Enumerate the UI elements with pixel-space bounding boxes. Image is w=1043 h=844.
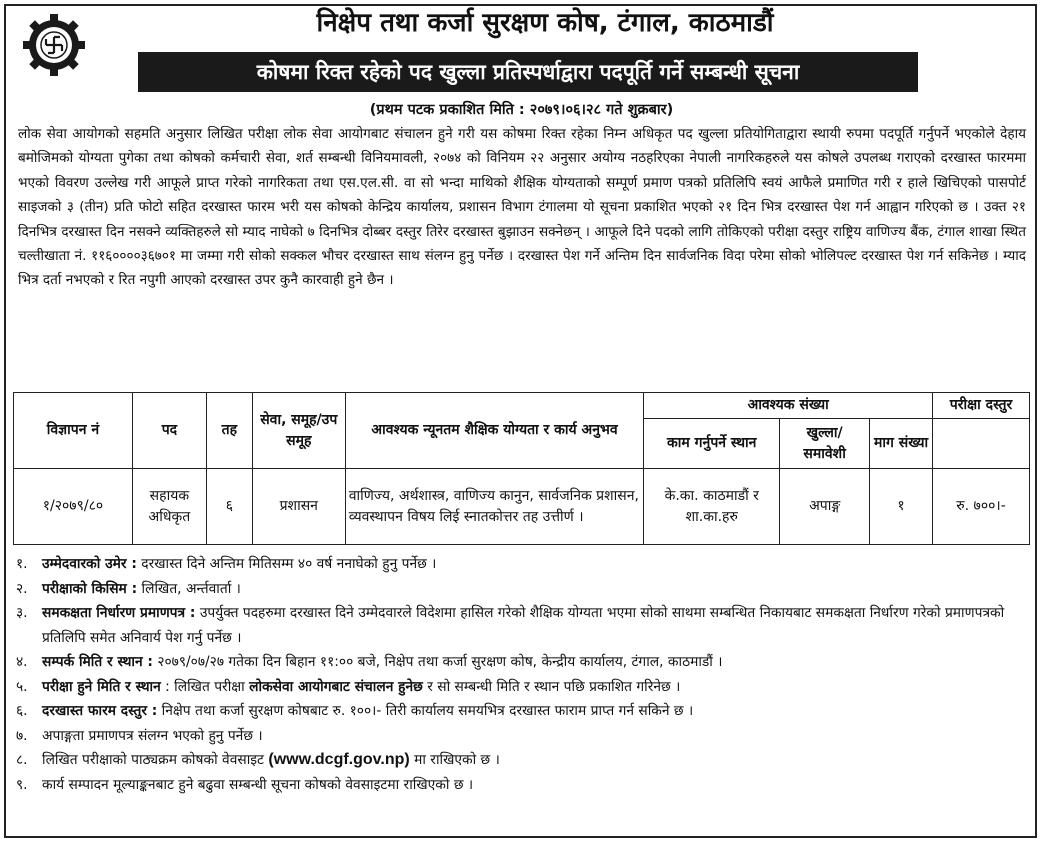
cell-service: प्रशासन bbox=[252, 469, 345, 545]
note-text: दरखास्त दिने अन्तिम मितिसम्म ४० वर्ष ननाघेको हुनु पर्नेछ । bbox=[136, 556, 437, 572]
note-label: परीक्षा हुने मिति र स्थान bbox=[42, 678, 161, 695]
note-text: कार्य सम्पादन मूल्याङ्कनबाट हुने बढुवा सम्बन्धी सूचना कोषको वेवसाइटमा राखिएको छ । bbox=[42, 776, 474, 793]
header-exam-fee-blank bbox=[933, 419, 1030, 469]
note-number: २. bbox=[16, 580, 28, 597]
note-number: ३. bbox=[16, 605, 28, 621]
gear-emblem-icon bbox=[22, 13, 86, 77]
note-number: ४. bbox=[16, 654, 28, 670]
publish-date: (प्रथम पटक प्रकाशित मिति : २०७९।०६।२८ गते शुक्रबार) bbox=[369, 102, 674, 118]
note-label: दरखास्त फारम दस्तुर : bbox=[42, 703, 158, 719]
note-text: मा राखिएको छ । bbox=[409, 752, 500, 768]
note-number: ५. bbox=[16, 678, 28, 695]
note-label: सम्पर्क मिति र स्थान : bbox=[42, 654, 153, 670]
cell-exam-fee: रु. ७००।- bbox=[933, 469, 1030, 545]
note-item bbox=[16, 650, 1031, 675]
cell-level: ६ bbox=[206, 469, 252, 545]
notice-banner: कोषमा रिक्त रहेको पद खुल्ला प्रतिस्पर्धाद्वारा पदपूर्ति गर्ने सम्बन्धी सूचना bbox=[138, 52, 918, 92]
note-label: उम्मेदवारको उमेर : bbox=[42, 556, 137, 572]
organization-title: निक्षेप तथा कर्जा सुरक्षण कोष, टंगाल, काठमाडौं bbox=[316, 8, 774, 38]
header-ad-no: विज्ञापन नं bbox=[14, 393, 133, 469]
intro-paragraph: लोक सेवा आयोगको सहमति अनुसार लिखित परीक्षा लोक सेवा आयोगबाट संचालन हुने गरी यस कोषमा रिक्त रहेका निम्न अधिकृत पद खुल्ला प्रतियोगिताद्वारा स्थायी रुपमा पदपूर्ति गर्नुपर्ने भएकोले देहाय बमोजिमको योग्यता पुगेका तथा कोषको कर्मचारी सेवा, शर्त सम्बन्धी विनियमावली, २०७४ को विनियम २२ अनुसार अयोग्य नठहरिएका नेपाली नागरिकहरुले यस कोषले उपलब्ध गराएको दरखास्त फारममा भएको विवरण उल्लेख गरी आफूले प्राप्त गरेको नागरिकता तथा एस.एल.सी. वा सो भन्दा माथिको शैक्षिक योग्यताको सम्पूर्ण प्रमाण पत्रको प्रतिलिपि स्वयं आफैले प्रमाणित गरी र हाले खिचिएको पासपोर्ट साइजको ३ (तीन) प्रति फोटो सहित दरखास्त फारम भरी यस कोषको केन्द्रिय कार्यालय, प्रशासन विभाग टंगालमा यो सूचना प्रकाशित भएको २१ दिन भित्र दरखास्त पेश गर्न आह्वान गरिएको छ । उक्त २१ दिनभित्र दरखास्त दिन नसक्ने व्यक्तिहरुले सो म्याद नाघेको ७ दिनभित्र दोब्बर दस्तुर तिरेर दरखास्त बुझाउन सक्नेछन् । आफूले दिने पदको लागि तोकिएको परीक्षा दस्तुर राष्ट्रिय वाणिज्य बैंक, टंगाल शाखा स्थित चल्तीखाता नं. ११६००००३६७०१ मा जम्मा गरी सोको सक्कल भौचर दरखास्त साथ संलग्न हुनु पर्नेछ । दरखास्त पेश गर्ने अन्तिम दिन सार्वजनिक विदा परेमा सोको भोलिपल्ट दरखास्त पेश गर्न सकिनेछ । म्याद भित्र दर्ता नभएको र रित नपुगी आएको दरखास्त उपर कुनै कारवाही हुने छैन । bbox=[18, 126, 1026, 289]
note-item bbox=[16, 748, 1031, 773]
note-item bbox=[16, 773, 1031, 798]
note-number: ९. bbox=[16, 776, 28, 793]
note-item bbox=[16, 601, 1031, 650]
header-level: तह bbox=[206, 393, 252, 469]
note-item bbox=[16, 577, 1031, 602]
note-text: लिखित परीक्षाको पाठ्यक्रम कोषको वेवसाइट bbox=[42, 752, 269, 768]
vacancy-table bbox=[13, 392, 1030, 545]
cell-work-place: के.का. काठमाडौं र शा.का.हरु bbox=[644, 469, 780, 545]
note-number: ६. bbox=[16, 703, 28, 719]
header-demand-count: माग संख्या bbox=[870, 419, 933, 469]
cell-qualification: वाणिज्य, अर्थशास्त्र, वाणिज्य कानुन, सार्वजनिक प्रशासन, व्यवस्थापन विषय लिई स्नातकोत्तर तह उत्तीर्ण । bbox=[345, 469, 644, 545]
note-text: : लिखित परीक्षा bbox=[160, 678, 250, 695]
note-number: ८. bbox=[16, 752, 28, 768]
note-text: र सो सम्बन्धी मिति र स्थान पछि प्रकाशित गरिनेछ । bbox=[422, 678, 681, 695]
note-text: अपाङ्गता प्रमाणपत्र संलग्न भएको हुनु पर्नेछ । bbox=[42, 727, 263, 744]
header-qualification: आवश्यक न्यूनतम शैक्षिक योग्यता र कार्य अनुभव bbox=[345, 393, 644, 469]
header-service: सेवा, समूह/उप समूह bbox=[252, 393, 345, 469]
header-open-inclusive: खुल्ला/ समावेशी bbox=[780, 419, 870, 469]
note-label: समकक्षता निर्धारण प्रमाणपत्र : bbox=[42, 605, 196, 621]
header-exam-fee: परीक्षा दस्तुर bbox=[933, 393, 1030, 419]
note-item bbox=[16, 675, 1031, 700]
note-item bbox=[16, 724, 1031, 749]
note-text: लिखित, अर्न्तवार्ता । bbox=[137, 580, 241, 597]
cell-demand-count: १ bbox=[870, 469, 933, 545]
note-number: ७. bbox=[16, 727, 28, 744]
website-link[interactable]: (www.dcgf.gov.np) bbox=[268, 751, 410, 768]
cell-ad-no: १/२०७९/८० bbox=[14, 469, 133, 545]
note-item bbox=[16, 699, 1031, 724]
note-item bbox=[16, 552, 1031, 577]
note-text: २०७९/०७/२७ गतेका दिन बिहान ११:०० बजे, निक्षेप तथा कर्जा सुरक्षण कोष, केन्द्रीय कार्यालय, टंगाल, काठमाडौं । bbox=[152, 654, 723, 670]
cell-post: सहायक अधिकृत bbox=[132, 469, 206, 545]
cell-open-inclusive: अपाङ्ग bbox=[780, 469, 870, 545]
table-row bbox=[14, 469, 1030, 545]
note-number: १. bbox=[16, 556, 28, 572]
header-required-count: आवश्यक संख्या bbox=[644, 393, 933, 419]
note-text: उपर्युक्त पदहरुमा दरखास्त दिने उम्मेदवारले विदेशमा हासिल गरेको शैक्षिक योग्यता भएमा सोको साथमा सम्बन्धित निकायबाट समकक्षता निर्धारण गरेको प्रमाणपत्रको प्रतिलिपि समेत अनिवार्य पेश गर्नु पर्नेछ । bbox=[42, 605, 1005, 646]
note-text: निक्षेप तथा कर्जा सुरक्षण कोषबाट रु. १००।- तिरी कार्यालय समयभित्र दरखास्त फाराम प्राप्त गर्न सकिने छ । bbox=[157, 703, 694, 719]
notes-list bbox=[16, 552, 1031, 797]
note-label: परीक्षाको किसिम : bbox=[42, 580, 138, 597]
header-post: पद bbox=[132, 393, 206, 469]
note-bold-text: लोकसेवा आयोगबाट संचालन हुनेछ bbox=[249, 678, 423, 695]
header-work-place: काम गर्नुपर्ने स्थान bbox=[644, 419, 780, 469]
